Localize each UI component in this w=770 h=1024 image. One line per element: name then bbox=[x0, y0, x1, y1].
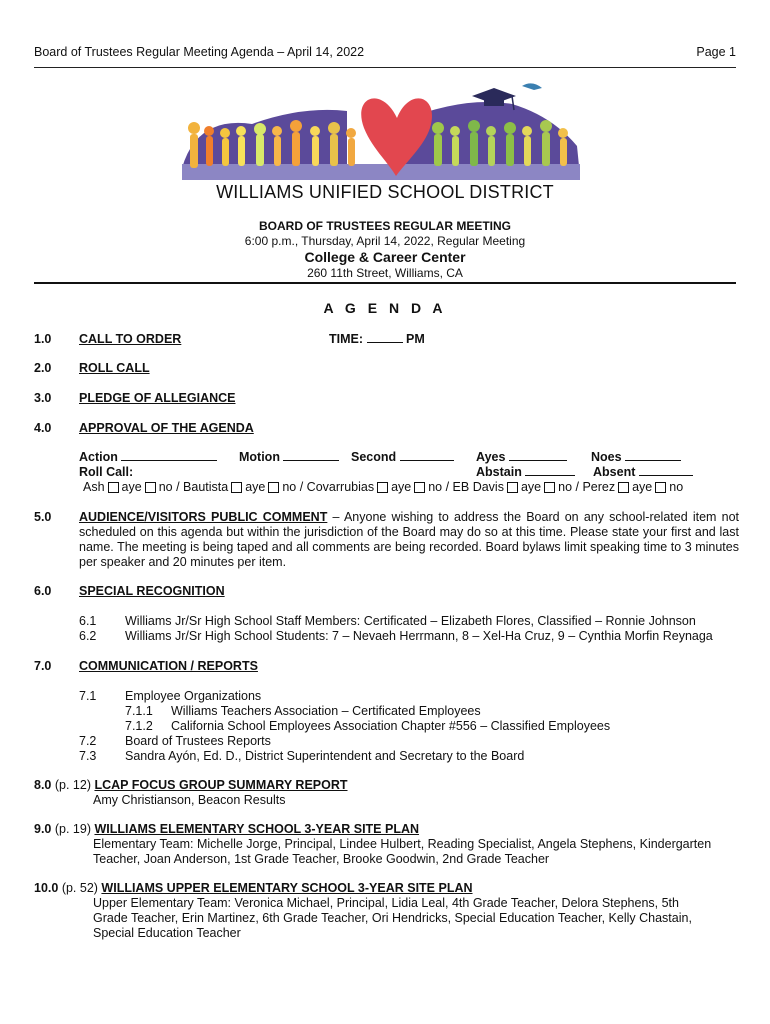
item-title: WILLIAMS ELEMENTARY SCHOOL 3-YEAR SITE PLAN bbox=[94, 822, 420, 836]
no-checkbox[interactable] bbox=[145, 482, 156, 493]
item-number: 1.0 bbox=[34, 332, 52, 346]
sub-number: 6.2 bbox=[79, 629, 97, 643]
agenda-heading: A G E N D A bbox=[323, 300, 447, 316]
item-body bbox=[79, 510, 739, 570]
time-suffix: PM bbox=[406, 332, 425, 346]
second-field: Second bbox=[351, 450, 454, 465]
time-blank bbox=[367, 332, 403, 343]
meeting-venue: College & Career Center bbox=[304, 249, 466, 265]
no-checkbox[interactable] bbox=[544, 482, 555, 493]
item-number: 7.0 bbox=[34, 659, 52, 673]
sub-text: Board of Trustees Reports bbox=[125, 734, 271, 748]
sub-number: 7.1.1 bbox=[125, 704, 153, 718]
page-ref: (p. 19) bbox=[51, 822, 95, 836]
item-heading bbox=[34, 778, 348, 793]
absent-field: Absent bbox=[593, 465, 693, 480]
noes-field: Noes bbox=[591, 450, 681, 465]
item-title: SPECIAL RECOGNITION bbox=[79, 584, 225, 598]
time-field bbox=[329, 332, 425, 347]
meeting-time: 6:00 p.m., Thursday, April 14, 2022, Regular Meeting bbox=[244, 234, 526, 248]
aye-checkbox[interactable] bbox=[618, 482, 629, 493]
sub-text: Williams Jr/Sr High School Students: 7 – Nevaeh Herrmann, 8 – Xel-Ha Cruz, 9 – Cynthia Morfin Reynaga bbox=[125, 629, 713, 643]
no-checkbox[interactable] bbox=[268, 482, 279, 493]
item-title: ROLL CALL bbox=[79, 361, 150, 375]
district-name: WILLIAMS UNIFIED SCHOOL DISTRICT bbox=[216, 182, 554, 202]
action-field: Action bbox=[79, 450, 217, 465]
header-divider bbox=[34, 67, 736, 68]
item-number: 2.0 bbox=[34, 361, 52, 375]
aye-checkbox[interactable] bbox=[108, 482, 119, 493]
sub-text: California School Employees Association Chapter #556 – Classified Employees bbox=[171, 719, 611, 733]
item-text: Elementary Team: Michelle Jorge, Principal, Lindee Hulbert, Reading Specialist, Angela Stephens, Kindergarten Teacher, Joan Anderson, 1st Grade Teacher, Brooke Goodwin, 2nd Grade Teacher bbox=[93, 837, 712, 866]
item-heading bbox=[34, 822, 419, 837]
time-label: TIME: bbox=[329, 332, 364, 346]
sub-number: 7.2 bbox=[79, 734, 97, 748]
sub-number: 7.1.2 bbox=[125, 719, 153, 733]
item-title: COMMUNICATION / REPORTS bbox=[79, 659, 258, 673]
page-header bbox=[34, 45, 736, 65]
item-number: 9.0 bbox=[34, 822, 52, 836]
item-title: LCAP FOCUS GROUP SUMMARY REPORT bbox=[94, 778, 348, 792]
item-text: Upper Elementary Team: Veronica Michael, Principal, Lidia Leal, 4th Grade Teacher, Delora Stephens, 5th Grade Teacher, Erin Martinez, 6th Grade Teacher, Ori Hendricks, Special Education Teacher, Kelly Chastain, Special Education Teacher bbox=[93, 896, 692, 940]
item-text: Amy Christianson, Beacon Results bbox=[93, 793, 286, 807]
sub-number: 6.1 bbox=[79, 614, 97, 628]
sub-text: Williams Teachers Association – Certificated Employees bbox=[171, 704, 481, 718]
item-number: 10.0 bbox=[34, 881, 59, 895]
item-title: WILLIAMS UPPER ELEMENTARY SCHOOL 3-YEAR SITE PLAN bbox=[101, 881, 473, 895]
sub-text: Williams Jr/Sr High School Staff Members: Certificated – Elizabeth Flores, Classified – Ronnie Johnson bbox=[125, 614, 696, 628]
header-title: Board of Trustees Regular Meeting Agenda – April 14, 2022 bbox=[34, 45, 365, 59]
no-checkbox[interactable] bbox=[414, 482, 425, 493]
item-title: PLEDGE OF ALLEGIANCE bbox=[79, 391, 236, 405]
sub-text: Sandra Ayón, Ed. D., District Superintendent and Secretary to the Board bbox=[125, 749, 525, 763]
sub-number: 7.1 bbox=[79, 689, 97, 703]
item-number: 3.0 bbox=[34, 391, 52, 405]
motion-field: Motion bbox=[239, 450, 339, 465]
aye-checkbox[interactable] bbox=[507, 482, 518, 493]
item-title: APPROVAL OF THE AGENDA bbox=[79, 421, 254, 435]
sub-number: 7.3 bbox=[79, 749, 97, 763]
page-ref: (p. 52) bbox=[58, 881, 102, 895]
item-text: – Anyone wishing to address the Board on any school-related item not scheduled on this agenda but within the jurisdiction of the Board may do so at this time. Please state your first and last name. The meeting is being taped and all comments are being recorded. Board bylaws limit speaking time to 3 minutes per speaker and 20 minutes per item. bbox=[79, 510, 740, 569]
item-title: AUDIENCE/VISITORS PUBLIC COMMENT bbox=[79, 510, 328, 524]
item-number: 4.0 bbox=[34, 421, 52, 435]
item-number: 6.0 bbox=[34, 584, 52, 598]
aye-checkbox[interactable] bbox=[377, 482, 388, 493]
roll-call-label: Roll Call: bbox=[79, 465, 134, 479]
section-divider bbox=[34, 282, 736, 284]
page-ref: (p. 12) bbox=[51, 778, 95, 792]
aye-checkbox[interactable] bbox=[231, 482, 242, 493]
no-checkbox[interactable] bbox=[655, 482, 666, 493]
item-title: CALL TO ORDER bbox=[79, 332, 182, 346]
meeting-address: 260 11th Street, Williams, CA bbox=[307, 266, 463, 280]
district-logo bbox=[172, 76, 592, 184]
item-number: 5.0 bbox=[34, 510, 52, 524]
abstain-field: Abstain bbox=[476, 465, 575, 480]
sub-text: Employee Organizations bbox=[125, 689, 262, 703]
roll-call-votes: Ash aye no / Bautista aye no / Covarrubias aye no / EB Davis aye no / Perez aye no bbox=[83, 480, 684, 494]
ayes-field: Ayes bbox=[476, 450, 567, 465]
item-heading bbox=[34, 881, 473, 896]
meeting-title: BOARD OF TRUSTEES REGULAR MEETING bbox=[258, 219, 511, 233]
item-number: 8.0 bbox=[34, 778, 52, 792]
page-number: Page 1 bbox=[696, 45, 736, 59]
